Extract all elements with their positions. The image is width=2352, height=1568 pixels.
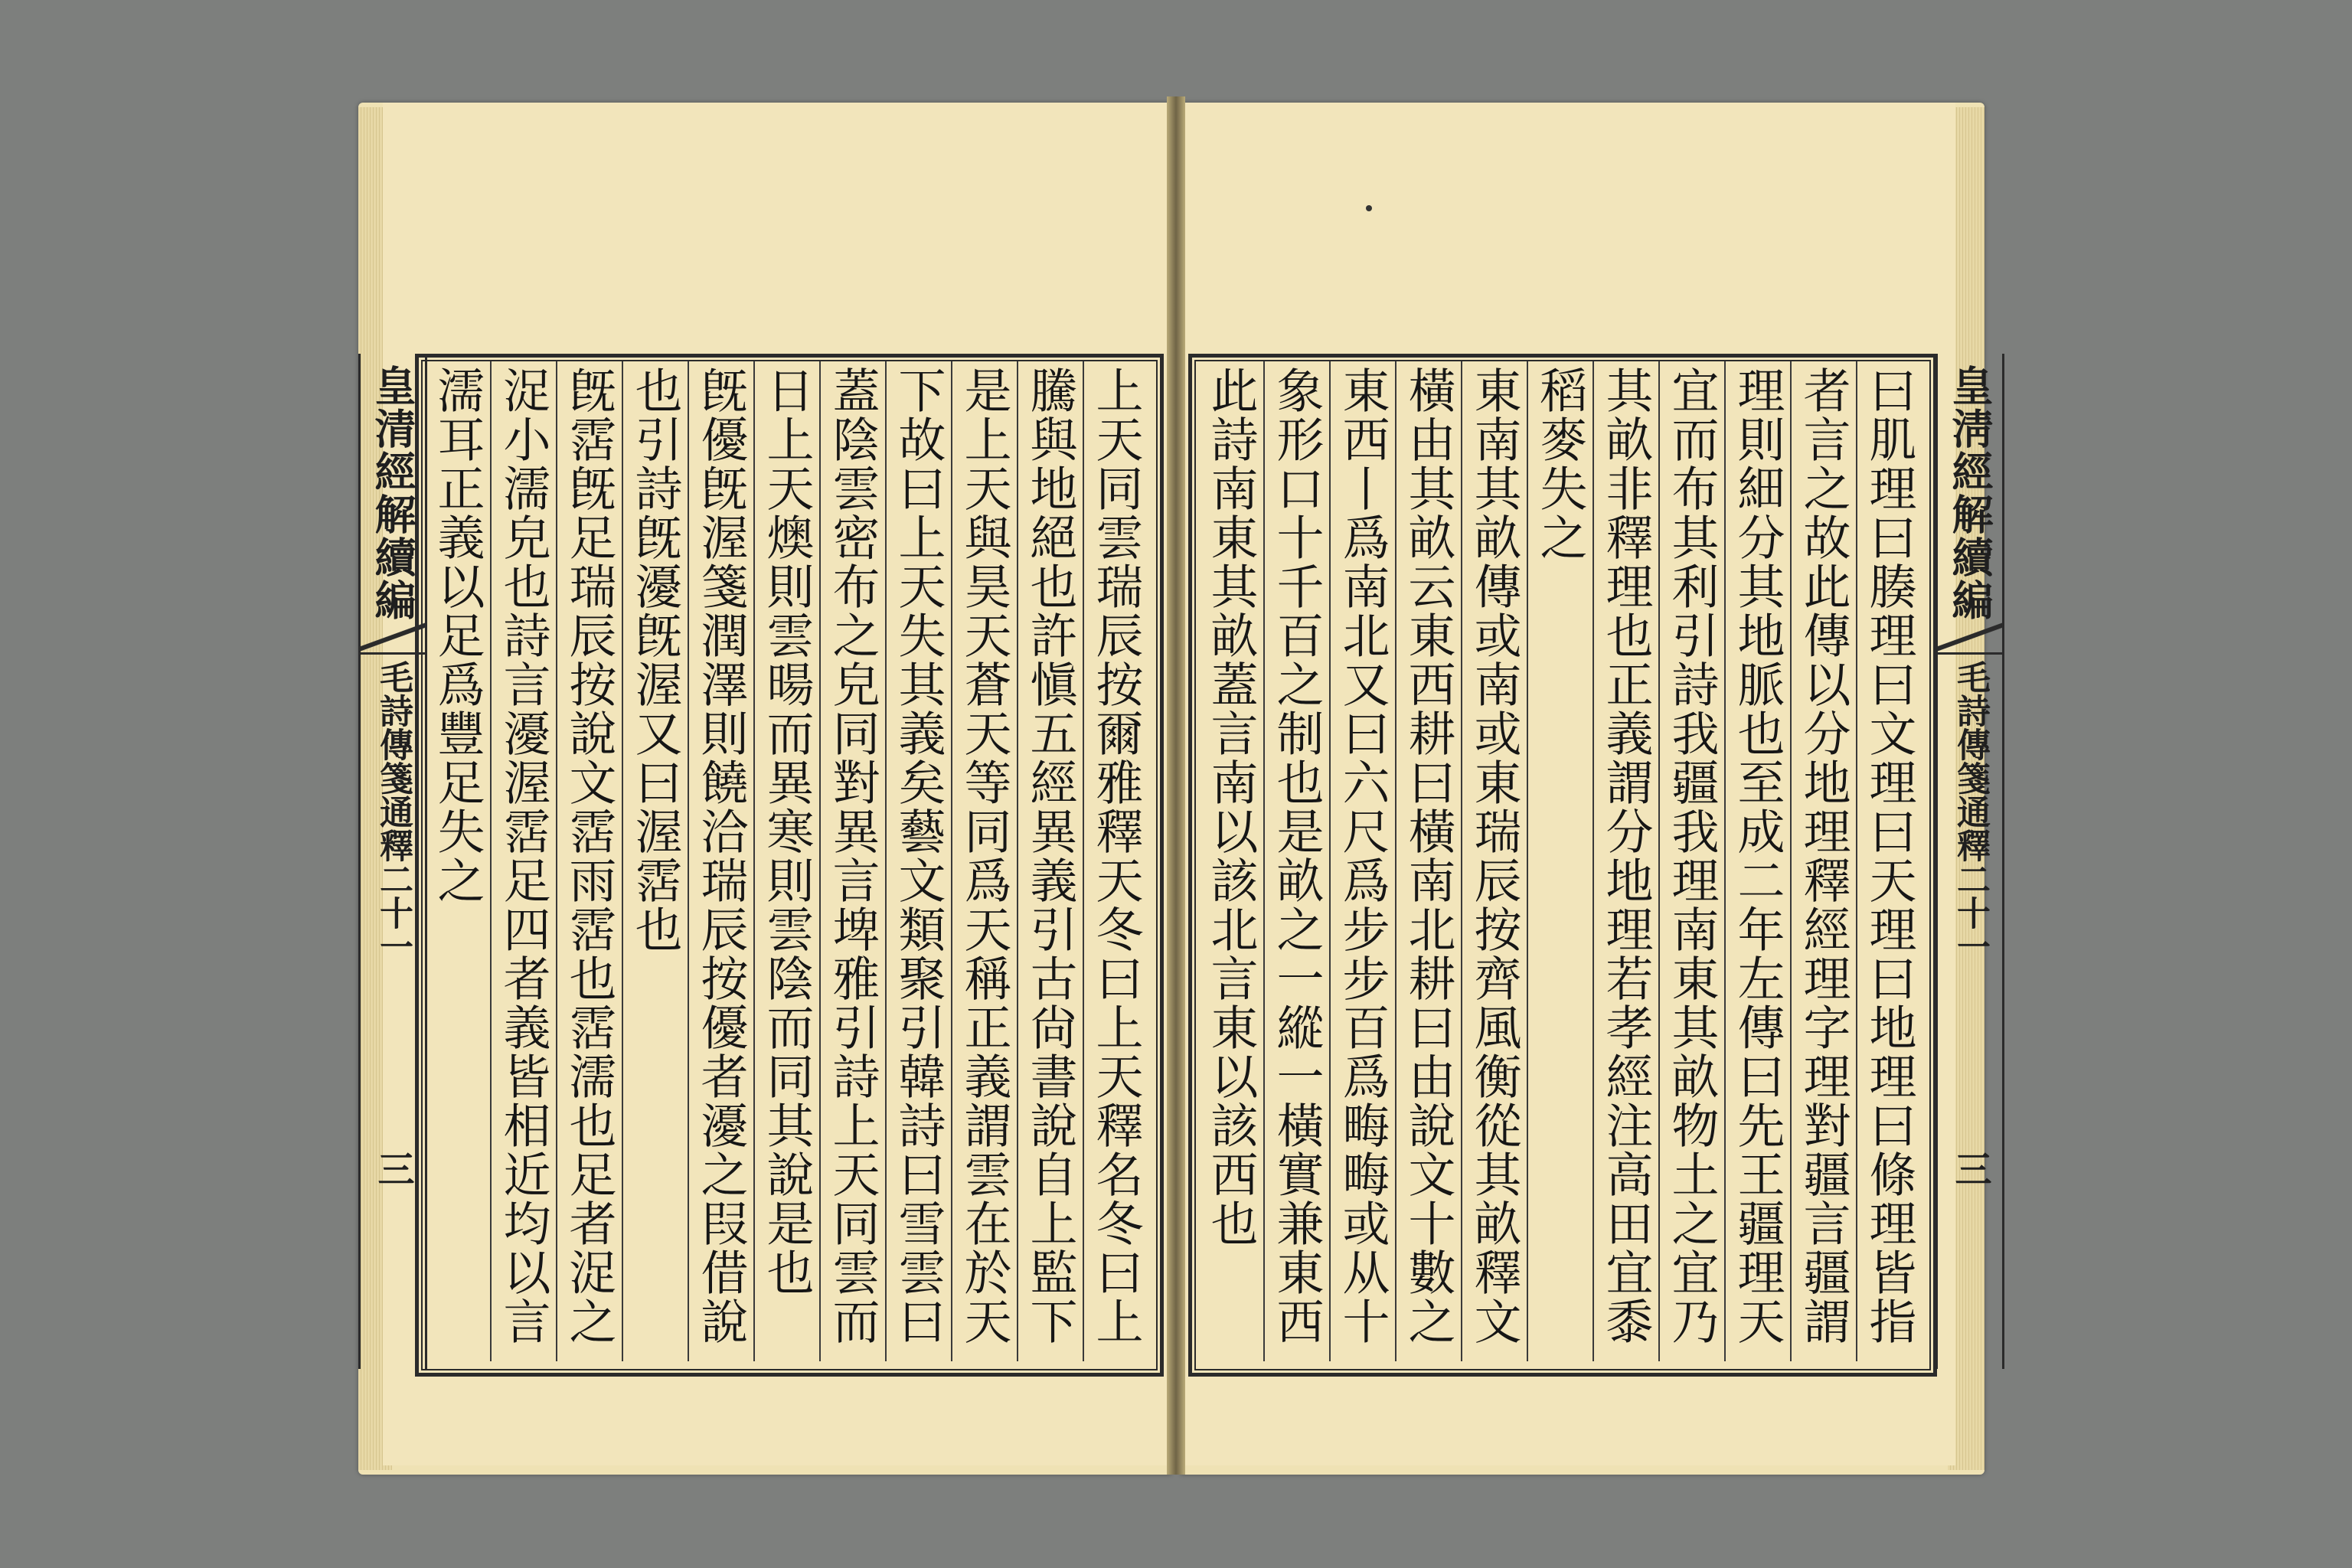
right-text-column: 此詩南東其畝蓋言南以該北言東以該西也: [1203, 366, 1259, 1248]
right-fishtail-mark: [1938, 622, 2002, 655]
right-fold-subtitle: 毛詩傳箋通釋二十一: [1951, 660, 1990, 963]
right-text-column: 象形口十千百之制也是畝之一縱一橫實兼東西: [1263, 361, 1329, 1361]
right-text-column: 東南其畝傳或南或東瑞辰按齊風衡從其畝釋文: [1461, 361, 1527, 1361]
right-text-column: 東西丨爲南北又曰六尺爲步步百爲畮畮或从十: [1329, 361, 1395, 1361]
right-text-column: 理則細分其地脈也至成二年左傳曰先王疆理天: [1724, 361, 1790, 1361]
left-text-column: 旣優旣渥箋潤澤則饒洽瑞辰按優者瀀之叚借說: [688, 361, 753, 1361]
left-fold-strip: [358, 354, 427, 1369]
right-text-column: 其畝非釋理也正義謂分地理若孝經注高田宜黍: [1592, 361, 1658, 1361]
right-text-column: 稻麥失之: [1527, 361, 1592, 1361]
left-text-column: 是上天與昊天蒼天等同爲天稱正義謂雲在於天: [951, 361, 1017, 1361]
right-text-column: 者言之故此傳以分地理釋經理字理對疆言疆謂: [1790, 361, 1856, 1361]
left-fold-title: 皇清經解續編: [368, 364, 417, 622]
book-gutter: [1167, 96, 1185, 1475]
right-fold-title: 皇淸經解續編: [1945, 364, 1994, 622]
left-text-column: 旣霑旣足瑞辰按說文霑雨霑也霑濡也足者浞之: [556, 361, 622, 1361]
left-text-column: 騰與地絕也許愼五經異義引古尙書說自上監下: [1017, 361, 1083, 1361]
right-text-column: 曰肌理曰腠理曰文理曰天理曰地理曰條理皆指: [1856, 361, 1922, 1361]
left-fold-page-number: 三: [371, 1150, 414, 1187]
left-fold-subtitle: 毛詩傳箋通釋二十一: [374, 660, 413, 963]
right-fold-strip: [1936, 354, 2004, 1369]
left-text-column: 也引詩旣瀀旣渥又曰渥霑也: [622, 361, 688, 1361]
left-text-column: 濡耳正義以足爲豐足失之: [430, 366, 485, 905]
right-fold-page-number: 三: [1949, 1150, 1991, 1187]
right-text-column: 橫由其畝云東西耕曰橫南北耕曰由說文十數之: [1395, 361, 1461, 1361]
left-text-column: 浞小濡皃也詩言瀀渥霑足四者義皆相近均以言: [490, 361, 556, 1361]
left-text-column: 下故曰上天失其義矣藝文類聚引韓詩曰雪雲曰: [885, 361, 951, 1361]
left-fishtail-mark: [361, 622, 425, 655]
left-text-column: 日上天燠則雲暘而異寒則雲陰而同其說是也: [753, 361, 819, 1361]
left-text-column: 上天同雲瑞辰按爾雅釋天冬曰上天釋名冬曰上: [1083, 361, 1148, 1361]
right-text-block: [1196, 361, 1922, 1361]
left-text-column: 蓋陰雲密布之皃同對異言埤雅引詩上天同雲而: [819, 361, 885, 1361]
ink-speck: [1366, 205, 1372, 211]
left-text-block: [423, 361, 1148, 1361]
right-text-column: 宜而布其利引詩我疆我理南東其畝物土之宜乃: [1658, 361, 1724, 1361]
